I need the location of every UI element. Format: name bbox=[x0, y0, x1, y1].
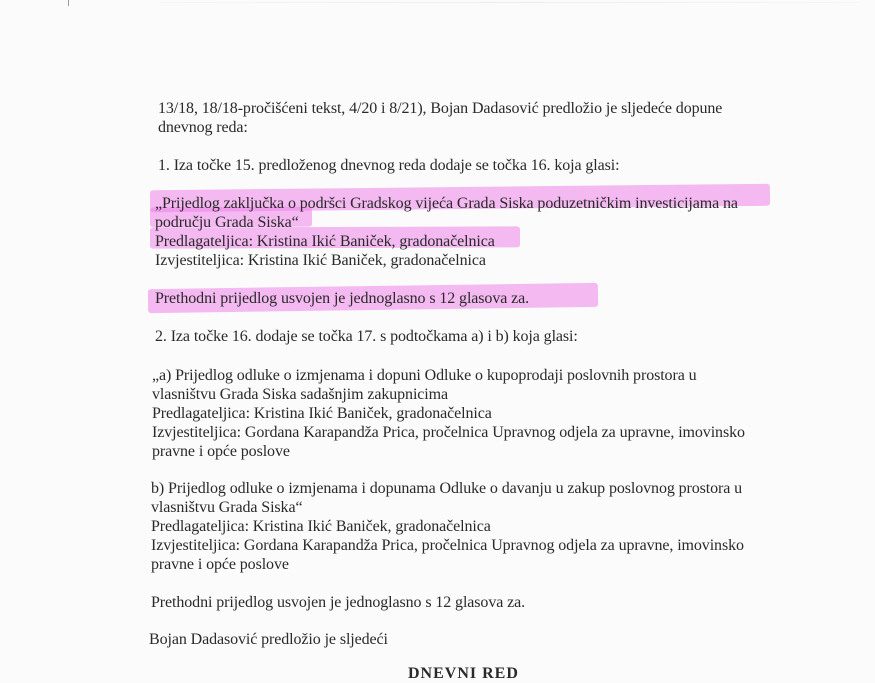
intro-line: 13/18, 18/18-pročišćeni tekst, 4/20 i 8/21), Bojan Dadasović predložio je sljedeće dopune bbox=[158, 100, 723, 117]
block-2b-line: Izvjestiteljica: Gordana Karapandža Prica, pročelnica Upravnog odjela za upravne, imovinsko bbox=[151, 537, 744, 554]
block-2a-line: vlasništvu Grada Siska sadašnjim zakupnicima bbox=[152, 386, 448, 403]
block-2a-line: „a) Prijedlog odluke o izmjenama i dopuni Odluke o kupoprodaji poslovnih prostora u bbox=[152, 367, 697, 384]
intro-line: dnevnog reda: bbox=[158, 119, 248, 136]
agenda-heading: DNEVNI RED bbox=[408, 665, 519, 682]
block-2b-line: pravne i opće poslove bbox=[151, 556, 289, 573]
block-2b-line: b) Prijedlog odluke o izmjenama i dopunama Odluke o davanju u zakup poslovnog prostora u bbox=[151, 480, 743, 497]
vote-1-text: Prethodni prijedlog usvojen je jednoglasno s 12 glasova za. bbox=[155, 290, 530, 307]
block-1-line: području Grada Siska“ bbox=[155, 214, 299, 231]
item-1-text: 1. Iza točke 15. predloženog dnevnog reda dodaje se točka 16. koja glasi: bbox=[158, 157, 620, 174]
block-1-line: Predlagateljica: Kristina Ikić Baniček, gradonačelnica bbox=[155, 233, 495, 250]
vote-2-text: Prethodni prijedlog usvojen je jednoglasno s 12 glasova za. bbox=[151, 594, 526, 611]
block-1-line: „Prijedlog zaključka o podršci Gradskog vijeća Grada Siska poduzetničkim investicijama na bbox=[155, 195, 738, 212]
block-2a-line: Predlagateljica: Kristina Ikić Baniček, gradonačelnica bbox=[152, 405, 492, 422]
block-2a-line: Izvjestiteljica: Gordana Karapandža Prica, pročelnica Upravnog odjela za upravne, imovinsko bbox=[152, 424, 745, 441]
item-2-text: 2. Iza točke 16. dodaje se točka 17. s podtočkama a) i b) koja glasi: bbox=[155, 328, 578, 345]
block-2b-line: vlasništvu Grada Siska“ bbox=[151, 499, 303, 516]
scan-edge-line bbox=[160, 2, 860, 3]
block-2a-line: pravne i opće poslove bbox=[152, 443, 290, 460]
closing-text: Bojan Dadasović predložio je sljedeći bbox=[149, 631, 388, 648]
block-1-line: Izvjestiteljica: Kristina Ikić Baniček, gradonačelnica bbox=[155, 252, 486, 269]
scan-edge-mark bbox=[68, 0, 69, 6]
block-2b-line: Predlagateljica: Kristina Ikić Baniček, gradonačelnica bbox=[151, 518, 491, 535]
